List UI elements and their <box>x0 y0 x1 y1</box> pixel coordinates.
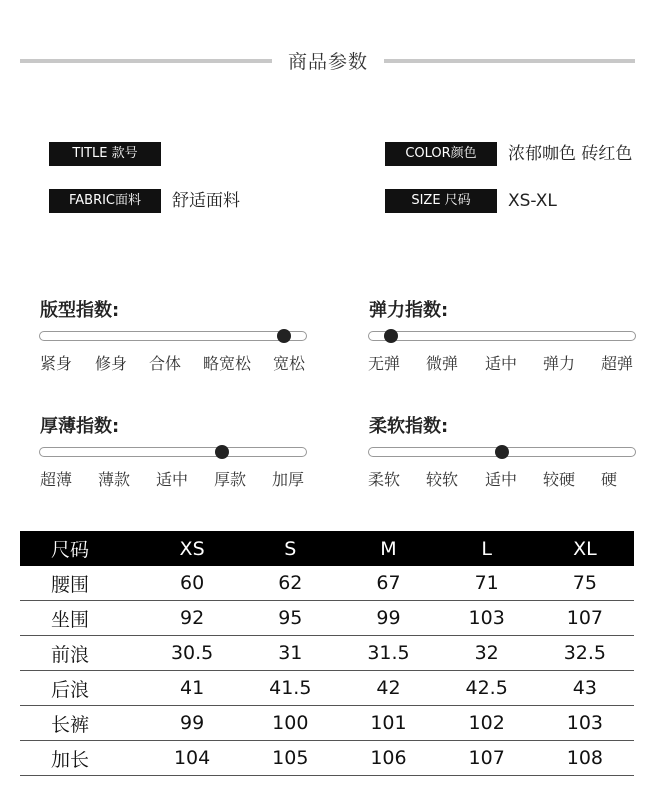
table-row <box>20 636 634 671</box>
table-cell: 32.5 <box>536 636 634 671</box>
table-cell: 105 <box>241 741 339 776</box>
color-tag: COLOR颜色 <box>385 142 497 166</box>
table-cell: 104 <box>143 741 241 776</box>
softness-index-knob <box>495 445 509 459</box>
page-title: 商品参数 <box>287 51 368 73</box>
size-tag: SIZE 尺码 <box>385 189 497 213</box>
softness-level: 柔软 <box>368 470 401 489</box>
thickness-level: 薄款 <box>98 470 131 489</box>
header-cell: S <box>241 531 339 566</box>
thickness-level: 适中 <box>156 470 189 489</box>
table-cell: 60 <box>143 566 241 601</box>
fit-index-track <box>39 331 307 341</box>
header-cell: L <box>438 531 536 566</box>
thickness-index-track <box>39 447 307 457</box>
elasticity-index-title: 弹力指数: <box>369 300 449 321</box>
table-cell: 100 <box>241 706 339 741</box>
elasticity-level: 超弹 <box>601 354 634 373</box>
table-cell: 43 <box>536 671 634 706</box>
fit-level: 修身 <box>95 354 128 373</box>
header-divider-left <box>20 59 272 63</box>
row-label: 前浪 <box>20 636 143 671</box>
table-cell: 42 <box>339 671 437 706</box>
table-cell: 102 <box>438 706 536 741</box>
row-label: 坐围 <box>20 601 143 636</box>
softness-level: 较硬 <box>543 470 576 489</box>
table-cell: 103 <box>438 601 536 636</box>
table-row <box>20 601 634 636</box>
table-cell: 75 <box>536 566 634 601</box>
table-cell: 71 <box>438 566 536 601</box>
table-cell: 107 <box>536 601 634 636</box>
softness-level: 较软 <box>426 470 459 489</box>
fabric-tag: FABRIC面料 <box>49 189 161 213</box>
row-label: 后浪 <box>20 671 143 706</box>
fit-level: 宽松 <box>273 354 306 373</box>
elasticity-level: 弹力 <box>543 354 576 373</box>
title-tag: TITLE 款号 <box>49 142 161 166</box>
thickness-level: 超薄 <box>40 470 73 489</box>
table-cell: 101 <box>339 706 437 741</box>
header-cell: 尺码 <box>20 531 143 566</box>
table-row <box>20 566 634 601</box>
table-cell: 41 <box>143 671 241 706</box>
elasticity-index-track <box>368 331 636 341</box>
elasticity-level: 微弹 <box>426 354 459 373</box>
table-cell: 106 <box>339 741 437 776</box>
fabric-value: 舒适面料 <box>172 191 240 211</box>
softness-level: 硬 <box>601 470 618 489</box>
header-cell: XS <box>143 531 241 566</box>
table-cell: 31 <box>241 636 339 671</box>
thickness-index-title: 厚薄指数: <box>40 416 120 437</box>
table-cell: 92 <box>143 601 241 636</box>
size-table <box>20 531 634 776</box>
fit-level: 合体 <box>149 354 182 373</box>
fit-level: 略宽松 <box>203 354 252 373</box>
table-cell: 41.5 <box>241 671 339 706</box>
row-label: 长裤 <box>20 706 143 741</box>
fit-index-title: 版型指数: <box>40 300 120 321</box>
table-cell: 42.5 <box>438 671 536 706</box>
table-cell: 108 <box>536 741 634 776</box>
table-row <box>20 706 634 741</box>
color-value: 浓郁咖色 砖红色 <box>508 144 633 164</box>
table-cell: 107 <box>438 741 536 776</box>
thickness-level: 厚款 <box>214 470 247 489</box>
header-divider-right <box>384 59 635 63</box>
thickness-level: 加厚 <box>272 470 305 489</box>
softness-level: 适中 <box>485 470 518 489</box>
fit-index-knob <box>277 329 291 343</box>
softness-index-title: 柔软指数: <box>369 416 449 437</box>
table-cell: 32 <box>438 636 536 671</box>
table-cell: 95 <box>241 601 339 636</box>
elasticity-level: 无弹 <box>368 354 401 373</box>
table-cell: 62 <box>241 566 339 601</box>
table-cell: 31.5 <box>339 636 437 671</box>
table-cell: 103 <box>536 706 634 741</box>
table-row <box>20 741 634 776</box>
elasticity-level: 适中 <box>485 354 518 373</box>
size-value: XS-XL <box>508 191 557 211</box>
header-cell: M <box>339 531 437 566</box>
row-label: 腰围 <box>20 566 143 601</box>
size-table-header-row <box>20 531 634 566</box>
fit-level: 紧身 <box>40 354 73 373</box>
table-cell: 67 <box>339 566 437 601</box>
table-cell: 99 <box>143 706 241 741</box>
table-cell: 30.5 <box>143 636 241 671</box>
row-label: 加长 <box>20 741 143 776</box>
table-row <box>20 671 634 706</box>
header-cell: XL <box>536 531 634 566</box>
table-cell: 99 <box>339 601 437 636</box>
